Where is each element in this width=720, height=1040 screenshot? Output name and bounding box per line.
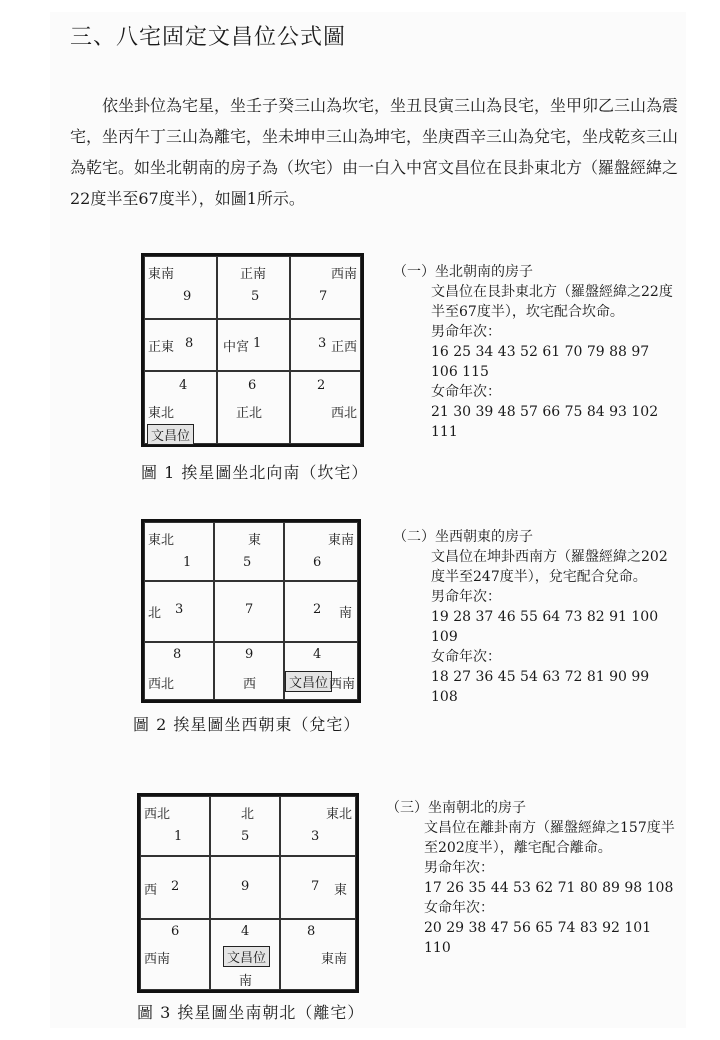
cell-southwest	[284, 642, 358, 700]
star-number: 8	[185, 336, 194, 351]
star-number: 8	[173, 647, 182, 662]
info-heading: （二）坐西朝東的房子	[393, 529, 533, 545]
cell-center	[214, 581, 284, 642]
star-number: 3	[175, 602, 184, 617]
cell-southeast	[144, 256, 217, 319]
cell-northwest	[290, 371, 361, 444]
figure-1-grid	[141, 253, 364, 447]
cell-north	[210, 796, 280, 856]
cell-west	[140, 856, 210, 919]
direction-label: 正北	[236, 406, 263, 421]
star-number: 2	[317, 378, 326, 393]
direction-label: 正西	[330, 340, 357, 355]
star-number: 4	[179, 378, 188, 393]
cell-center	[217, 319, 290, 371]
star-number: 3	[318, 336, 327, 351]
cell-center	[210, 856, 280, 919]
cell-northwest	[140, 796, 210, 856]
cell-east	[214, 522, 284, 581]
star-number: 6	[313, 555, 322, 570]
cell-south	[284, 581, 358, 642]
star-number: 8	[307, 924, 316, 939]
male-years-label: 男命年次：	[431, 589, 501, 605]
wenchang-marker: 文昌位	[147, 424, 194, 445]
figure-3-grid	[137, 793, 359, 993]
direction-label: 中宮	[223, 340, 250, 355]
direction-label: 北	[148, 606, 162, 621]
direction-label: 正東	[148, 340, 175, 355]
female-years: 18 27 36 45 54 63 72 81 90 99 108	[431, 669, 650, 705]
star-number: 6	[171, 924, 180, 939]
direction-label: 正南	[240, 267, 267, 282]
cell-northwest	[144, 642, 214, 700]
cell-north	[217, 371, 290, 444]
star-number: 9	[183, 289, 192, 304]
info-description: 文昌位在離卦南方（羅盤經緯之157度半至202度半），離宅配合離命。	[424, 820, 675, 856]
cell-south	[210, 919, 280, 990]
cell-west	[214, 642, 284, 700]
cell-northeast	[144, 522, 214, 581]
intro-text: 依坐卦位為宅星，坐壬子癸三山為坎宅，坐丑艮寅三山為艮宅，坐甲卯乙三山為震宅，坐丙午丁三山為離宅，坐未坤申三山為坤宅，坐庚酉辛三山為兌宅，坐戌乾亥三山為乾宅。如坐北朝南的房子為（坎宅）由一白入中宮文昌位在艮卦東北方（羅盤經緯之22度半至67度半），如圖1所示。	[70, 96, 679, 208]
cell-east	[144, 319, 217, 371]
star-number: 7	[245, 602, 254, 617]
cell-east	[280, 856, 356, 919]
figure-2-info	[393, 527, 673, 707]
cell-northeast	[144, 371, 217, 444]
cell-north	[144, 581, 214, 642]
direction-label: 東北	[148, 533, 175, 548]
direction-label: 東北	[148, 406, 175, 421]
star-number: 1	[253, 336, 262, 351]
male-years-label: 男命年次：	[424, 860, 494, 876]
star-number: 5	[243, 555, 252, 570]
direction-label: 西南	[330, 267, 357, 282]
cell-northeast	[280, 796, 356, 856]
figure-2-grid	[141, 519, 361, 703]
direction-label: 西南	[328, 677, 355, 692]
figure-3-info	[386, 798, 676, 958]
direction-label: 東南	[320, 952, 347, 967]
section-heading: 三、八宅固定文昌位公式圖	[70, 25, 347, 50]
female-years: 20 29 38 47 56 65 74 83 92 101 110	[424, 920, 652, 956]
direction-label: 東北	[325, 807, 352, 822]
direction-label: 東	[248, 533, 262, 548]
figure-3-caption: 圖 3 挨星圖坐南朝北（離宅）	[137, 1003, 365, 1022]
star-number: 7	[311, 879, 320, 894]
figure-1-caption: 圖 1 挨星圖坐北向南（坎宅）	[141, 463, 369, 482]
star-number: 9	[241, 879, 250, 894]
star-number: 6	[248, 378, 257, 393]
star-number: 5	[251, 289, 260, 304]
figure-1-info	[393, 262, 673, 442]
cell-southeast	[284, 522, 358, 581]
male-years: 16 25 34 43 52 61 70 79 88 97 106 115	[431, 344, 650, 380]
cell-south	[217, 256, 290, 319]
direction-label: 北	[241, 807, 255, 822]
direction-label: 西北	[148, 677, 175, 692]
star-number: 7	[319, 289, 328, 304]
star-number: 1	[183, 555, 192, 570]
star-number: 2	[171, 879, 180, 894]
cell-southeast	[280, 919, 356, 990]
direction-label: 南	[239, 974, 253, 989]
direction-label: 西北	[144, 807, 171, 822]
female-years-label: 女命年次：	[424, 900, 494, 916]
male-years: 19 28 37 46 55 64 73 82 91 100 109	[431, 609, 659, 645]
direction-label: 東南	[148, 267, 175, 282]
direction-label: 東南	[327, 533, 354, 548]
male-years: 17 26 35 44 53 62 71 80 89 98 108	[424, 880, 674, 896]
star-number: 9	[245, 647, 254, 662]
star-number: 1	[174, 829, 183, 844]
direction-label: 西北	[330, 406, 357, 421]
direction-label: 西	[144, 883, 158, 898]
wenchang-marker: 文昌位	[285, 671, 332, 692]
info-heading: （三）坐南朝北的房子	[386, 800, 526, 816]
female-years: 21 30 39 48 57 66 75 84 93 102 111	[431, 404, 659, 440]
figure-2-caption: 圖 2 挨星圖坐西朝東（兌宅）	[133, 715, 361, 734]
wenchang-marker: 文昌位	[223, 946, 270, 967]
star-number: 2	[313, 602, 322, 617]
cell-southwest	[290, 256, 361, 319]
star-number: 4	[241, 924, 250, 939]
direction-label: 南	[338, 606, 352, 621]
star-number: 5	[241, 829, 250, 844]
info-description: 文昌位在艮卦東北方（羅盤經緯之22度半至67度半），坎宅配合坎命。	[431, 284, 673, 320]
star-number: 4	[313, 647, 322, 662]
female-years-label: 女命年次：	[431, 649, 501, 665]
info-description: 文昌位在坤卦西南方（羅盤經緯之202度半至247度半），兌宅配合兌命。	[431, 549, 668, 585]
star-number: 3	[311, 829, 320, 844]
cell-southwest	[140, 919, 210, 990]
direction-label: 西南	[144, 952, 171, 967]
info-heading: （一）坐北朝南的房子	[393, 264, 533, 280]
female-years-label: 女命年次：	[431, 384, 501, 400]
male-years-label: 男命年次：	[431, 324, 501, 340]
cell-west	[290, 319, 361, 371]
direction-label: 西	[243, 677, 257, 692]
direction-label: 東	[333, 883, 347, 898]
intro-paragraph	[70, 90, 680, 214]
